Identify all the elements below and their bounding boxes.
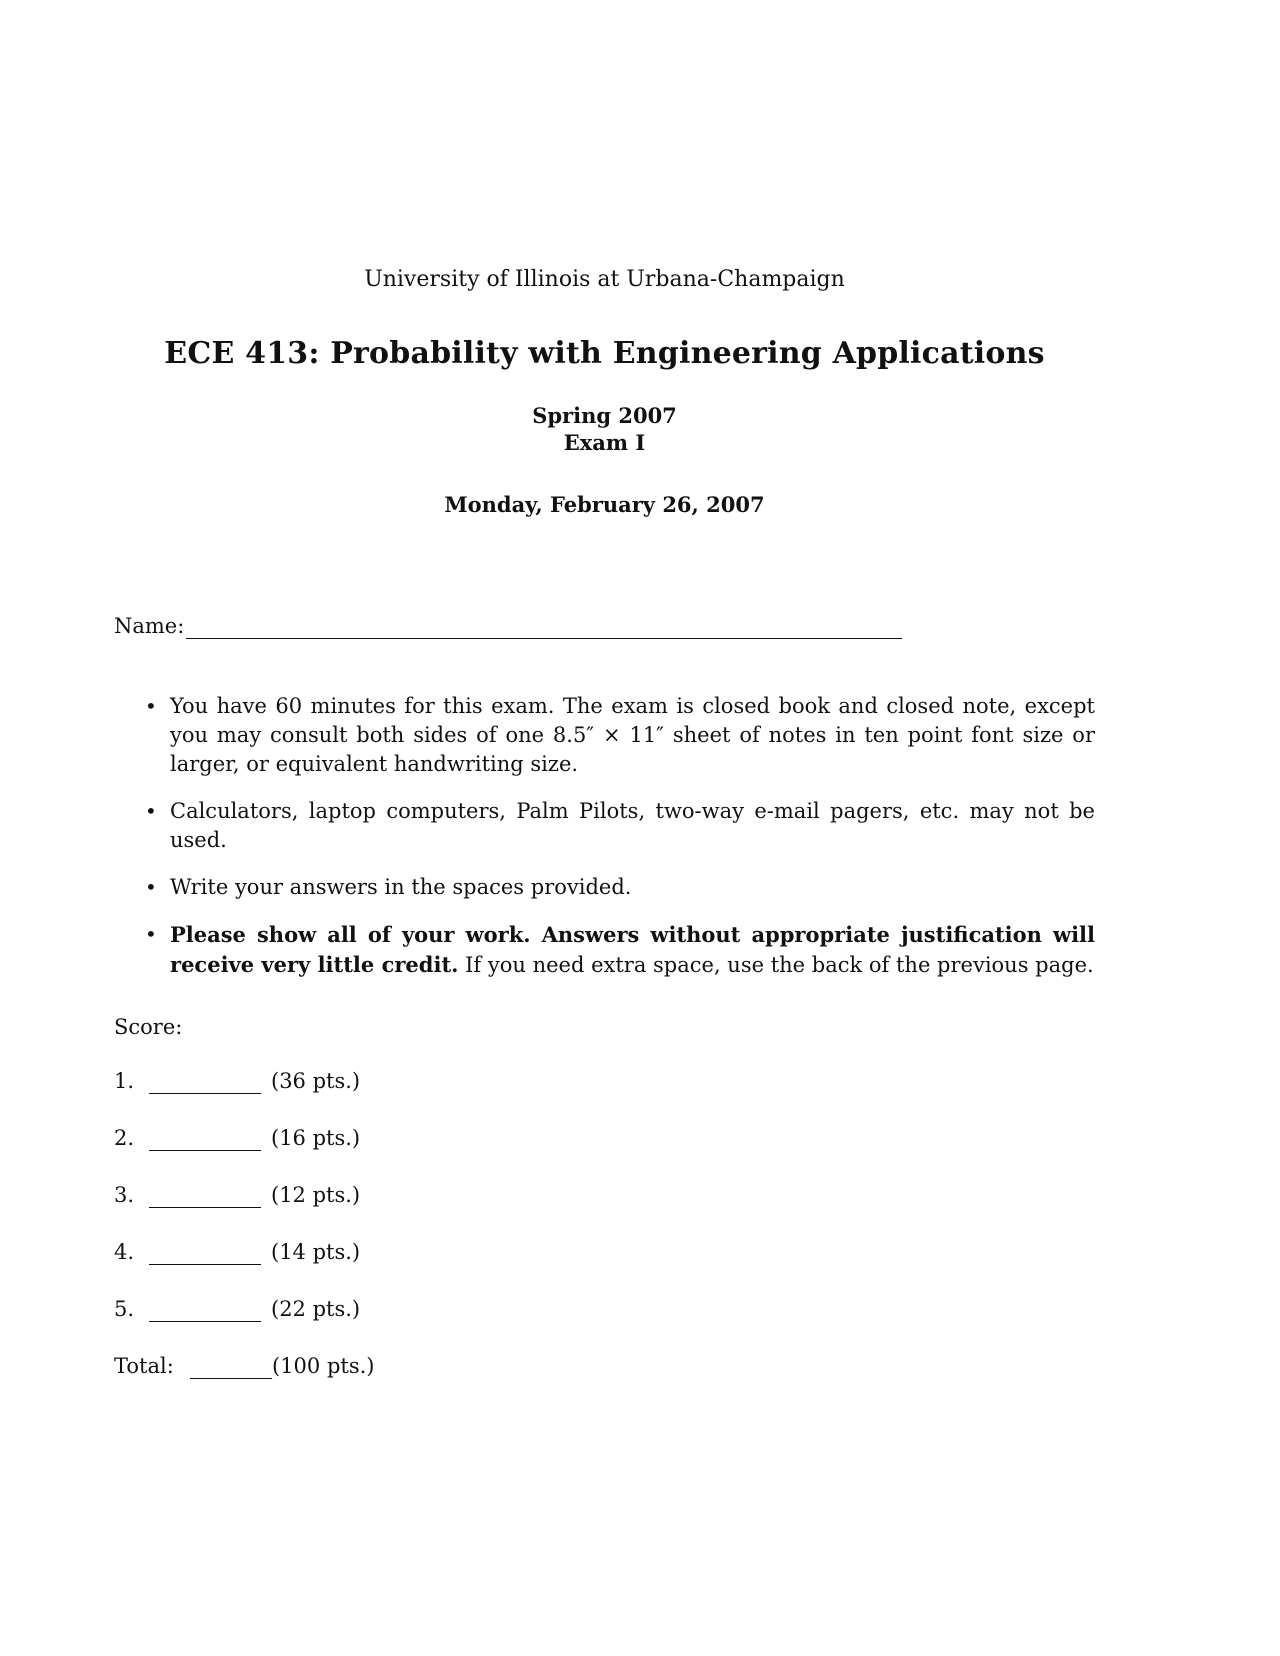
problem-number: 1. (114, 1069, 135, 1093)
bullet-icon: • (145, 922, 157, 946)
instruction-text: Calculators, laptop computers, Palm Pilots, two-way e-mail pagers, etc. may not be used. (170, 799, 1095, 852)
problem-points: (12 pts.) (271, 1183, 361, 1207)
problem-points: (16 pts.) (271, 1126, 361, 1150)
term: Spring 2007 (532, 403, 677, 428)
instruction-bold-text: Please show all of your work. Answers without appropriate justification will receive very little credit. (170, 922, 1095, 977)
problem-points: (14 pts.) (271, 1240, 361, 1264)
exam-date: Monday, February 26, 2007 (444, 492, 765, 517)
problem-number: 2. (114, 1126, 135, 1150)
bullet-icon: • (145, 875, 157, 899)
problem-number: 3. (114, 1183, 135, 1207)
course-title: ECE 413: Probability with Engineering Applications (164, 336, 1045, 371)
total-blank[interactable] (190, 1378, 272, 1379)
problem-points: (22 pts.) (271, 1297, 361, 1321)
instruction-text: You have 60 minutes for this exam. The exam is closed book and closed note, except you may consult both sides of one 8.5″ × 11″ sheet of notes in ten point font size or larger, or equivalent handwriting size. (170, 694, 1095, 776)
university-name: University of Illinois at Urbana-Champaign (364, 267, 845, 292)
bullet-icon: • (145, 799, 157, 823)
bullet-icon: • (145, 694, 157, 718)
instruction-text: If you need extra space, use the back of the previous page. (458, 953, 1094, 977)
problem-number: 5. (114, 1297, 135, 1321)
name-label: Name: (114, 614, 185, 638)
instruction-item (145, 797, 1095, 855)
exam-label: Exam I (563, 430, 646, 455)
score-label: Score: (114, 1015, 183, 1039)
score-blank[interactable] (149, 1093, 261, 1094)
total-label: Total: (114, 1354, 174, 1378)
instruction-text: Write your answers in the spaces provided. (170, 875, 632, 899)
score-blank[interactable] (149, 1321, 261, 1322)
instruction-item (145, 692, 1095, 779)
name-blank-line[interactable] (186, 638, 902, 639)
score-blank[interactable] (149, 1150, 261, 1151)
instruction-item (145, 873, 1095, 902)
total-points: (100 pts.) (272, 1354, 375, 1378)
score-blank[interactable] (149, 1264, 261, 1265)
problem-number: 4. (114, 1240, 135, 1264)
problem-points: (36 pts.) (271, 1069, 361, 1093)
instructions-list (145, 692, 1095, 998)
score-blank[interactable] (149, 1207, 261, 1208)
instruction-item (145, 920, 1095, 980)
